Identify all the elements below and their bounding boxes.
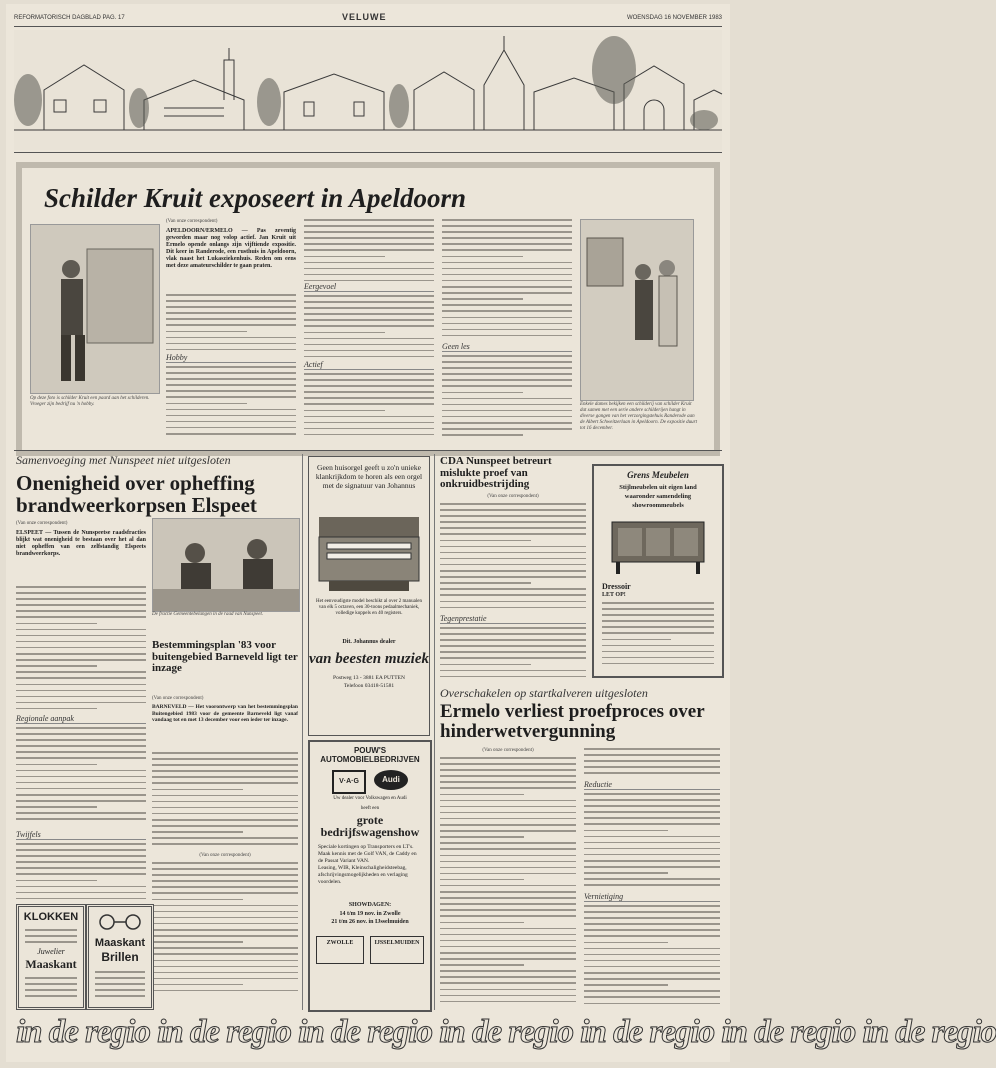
ladies-viewing-painting-photo — [580, 219, 694, 401]
feature-caption-right: Enkele dames bekijken een schilderij van schilder Kruit dat samen met een serie andere schilderijen hangt in diverse gangen van het verzorgingstehuis Randerode aan de Albert Schweitzerlaan in Apeldoorn. De expositie duurt tot 16 december. — [580, 402, 698, 431]
ermelo-sub-reductie: Reductie — [584, 780, 720, 790]
pouw-showdays: SHOWDAGEN: — [348, 902, 392, 908]
furniture-line-2: waaronder samendeling — [624, 493, 692, 500]
furniture-brand: Grens Meubelen — [627, 470, 689, 480]
pouw-loc-zwolle: ZWOLLE — [316, 936, 364, 964]
ladies-photo-image — [581, 220, 693, 400]
barneveld-title: Bestemmingsplan '83 voor buitengebied Barneveld ligt ter inzage — [152, 639, 298, 675]
ermelo-text-d — [584, 905, 720, 1009]
header-left: REFORMATORISCH DAGBLAD PAG. 17 — [14, 15, 125, 21]
organ-phone: Telefoon 03418-51581 — [343, 683, 395, 689]
feature-sub-hobby: Hobby — [166, 353, 296, 363]
in-de-regio-band — [16, 1014, 996, 1050]
column-rule-2 — [434, 454, 435, 1010]
elspeet-title: Onenigheid over opheffing brandweerkorpsen Elspeet — [16, 471, 257, 518]
organ-ad-text: Geen huisorgel geeft u zo'n unieke klankrijkdom te horen als een orgel met de signatuur van Johannus — [315, 463, 423, 490]
header-date: WOENSDAG 16 NOVEMBER 1983 — [626, 15, 722, 21]
elspeet-text-a — [16, 586, 146, 712]
header-rule — [14, 26, 722, 27]
klokken-ad — [16, 904, 86, 1010]
feature-text-col2c — [304, 373, 434, 437]
pouw-heeft: heeft een — [360, 806, 380, 811]
klokken-name: Maaskant — [25, 957, 77, 971]
cda-text-b — [440, 627, 586, 679]
in-de-regio-text: in de regio in de regio in de regio in de regio in de regio in de regio in de regio — [16, 1014, 996, 1050]
organ-shop: van beesten muziek — [309, 651, 429, 667]
ermelo-text-a — [440, 757, 576, 1009]
cda-byline: (Van onze correspondent) — [487, 494, 539, 499]
brillen-name: Maaskant — [94, 937, 146, 949]
johannus-organ-ad — [308, 456, 430, 736]
elspeet-sub-regionale-aanpak: Regionale aanpak — [16, 714, 146, 724]
feature-sub-geen-les: Geen les — [442, 342, 572, 352]
pouw-item: Leasing, WIR, Kleinschaligheidsteebag, afschrijvingsmogelijkheden en verlaging voordelen. — [318, 865, 408, 885]
klokken-sub: Juwelier — [37, 947, 65, 956]
pouw-loc-ijsselmuiden: IJSSELMUIDEN — [370, 936, 424, 964]
ermelo-sub-vernietiging: Vernietiging — [584, 892, 720, 902]
barneveld-byline-2: (Van onze correspondent) — [199, 853, 251, 858]
brillen-title: Brillen — [101, 950, 139, 964]
feature-text-col2a — [304, 219, 434, 281]
klokken-address — [25, 977, 77, 1001]
elspeet-kicker: Samenvoeging met Nunspeet niet uitgesloten — [16, 453, 231, 467]
feature-text-col1a — [166, 294, 296, 352]
feature-text-col2b — [304, 295, 434, 359]
cda-sub-tegenprestatie: Tegenprestatie — [440, 614, 586, 624]
elspeet-byline: (Van onze correspondent) — [16, 521, 68, 526]
furniture-line-3: showroommeubels — [632, 502, 684, 509]
feature-sub-eergevoel: Eergevoel — [304, 282, 434, 292]
glasses-icon — [95, 913, 145, 931]
barneveld-lead: BARNEVELD — Het voorontwerp van het bestemmingsplan Buitengebied 1983 voor de gemeente Barneveld ligt vanaf vandaag tot en met 13 december voor een ieder ter inzage. — [152, 704, 298, 723]
cda-text-a — [440, 503, 586, 611]
pouw-title: POUW'S AUTOMOBIELBEDRIJVEN — [320, 746, 420, 764]
painter-photo — [30, 224, 160, 394]
barneveld-byline: (Van onze correspondent) — [152, 696, 204, 701]
klokken-title: KLOKKEN — [23, 911, 79, 923]
veluwe-banner-illustration — [14, 30, 722, 150]
furniture-text — [602, 602, 714, 668]
organ-dealer: Dit. Johannus dealer — [342, 639, 396, 645]
feature-text-col1b — [166, 366, 296, 436]
cda-title: CDA Nunspeet betreurt mislukte proef van onkruidbestrijding — [440, 455, 552, 491]
dressoir-illustration — [608, 516, 708, 578]
elspeet-text-b — [16, 727, 146, 827]
brillen-ad — [86, 904, 154, 1010]
pouw-date-2: 21 t/m 26 nov. in IJsselmuiden — [331, 919, 409, 925]
organ-address: Postweg 13 - 3881 EA PUTTEN — [333, 675, 405, 681]
pouw-headline: grote bedrijfswagenshow — [320, 813, 420, 839]
organ-illustration — [315, 513, 423, 593]
newspaper-page — [6, 4, 996, 1062]
elspeet-caption: De fractie Gemeentebelangen in de raad van Nunspeet. — [152, 612, 264, 617]
feature-text-col3a — [442, 219, 572, 339]
ermelo-kicker: Overschakelen op startkalveren uitgesloten — [440, 686, 648, 700]
section-rule — [14, 450, 722, 451]
vag-logo: V·A·G — [332, 770, 366, 794]
feature-sub-actief: Actief — [304, 360, 434, 370]
pouw-item: Speciale kortingen op Transporters en LT's. — [318, 844, 414, 850]
furniture-notice: LET OP! — [602, 592, 626, 598]
barneveld-text-a — [152, 752, 298, 850]
klokken-text — [25, 929, 77, 945]
pouw-date-1: 14 t/m 19 nov. in Zwolle — [339, 911, 401, 917]
organ-caption: Het eenvoudigste model beschikt al over 2 manualen van elk 5 octaven, een 30-toons pedaalmechaniek, volledige koppels en 40 registers. — [316, 599, 422, 616]
grens-meubelen-ad — [592, 464, 724, 678]
furniture-line-1: Stijlmeubelen uit eigen land — [619, 484, 697, 491]
audi-logo: Audi — [374, 770, 408, 790]
feature-lead: APELDOORN/ERMELO — Pas zeventig geworden maar nog volop actief. Jan Kruit uit Ermelo opende onlangs zijn vijftiende expositie. Dit keer in Randerode, een rusthuis in Apeldoorn, vlak naast het Lukasziekenhuis. Reden om eens met deze amateurschilder te gaan praten. — [166, 228, 296, 269]
ermelo-byline: (Van onze correspondent) — [482, 748, 534, 753]
header-section: VELUWE — [342, 12, 387, 22]
ermelo-title: Ermelo verliest proefproces over hinderwetvergunning — [440, 701, 705, 742]
feature-byline: (Van onze correspondent) — [166, 219, 218, 224]
column-rule-1 — [302, 454, 303, 1010]
pouw-ad — [308, 740, 432, 1012]
elspeet-council-photo — [152, 518, 300, 612]
barneveld-text-b — [152, 862, 298, 998]
feature-text-col3b — [442, 355, 572, 437]
painter-photo-image — [31, 225, 159, 393]
elspeet-text-c — [16, 843, 146, 899]
pouw-items — [318, 844, 422, 886]
council-photo-image — [153, 519, 299, 611]
ermelo-text-c — [584, 793, 720, 889]
banner-rule — [14, 152, 722, 153]
elspeet-lead: ELSPEET — Tussen de Nunspeetse raadsfracties blijkt wat onenigheid te bestaan over het al dan niet opheffen van een zelfstandig Elspeets brandweerkorps. — [16, 530, 146, 557]
brillen-address — [95, 971, 145, 1001]
ermelo-text-b — [584, 748, 720, 778]
elspeet-sub-twijfels: Twijfels — [16, 830, 146, 840]
pouw-dealer: Uw dealer voor Volkswagen en Audi — [333, 796, 407, 801]
page-header — [14, 12, 722, 26]
feature-caption-left: Op deze foto is schilder Kruit een paard aan het schilderen. Vroeger zijn bedrijf nu 'n hobby. — [30, 396, 150, 407]
pouw-item: Maak kennis met de Golf VAN, de Caddy en de Passat Variant VAN. — [318, 851, 417, 864]
village-sketch-illustration — [14, 30, 722, 150]
furniture-product: Dressoir — [602, 582, 631, 591]
feature-title: Schilder Kruit exposeert in Apeldoorn — [44, 183, 467, 213]
